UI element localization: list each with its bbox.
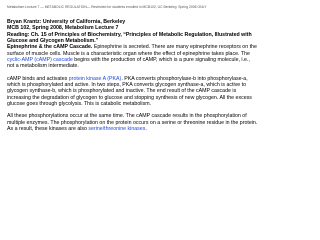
paragraph-1 [7, 44, 258, 69]
paragraph-3 [7, 113, 258, 132]
paragraph-3-text-a: All these phosphorylations occur at the same time. The cAMP cascade results in the phosphorylation of multiple enzymes. The phosphorylation on the protein occurs on a serine or threonine residue in the protein. As a result, these kinases are also [7, 113, 258, 133]
course-line: MCB 102, Spring 2008, Metabolism Lecture 7 [7, 25, 119, 32]
running-header: Metabolism Lecture 7 — METABOLIC REGULATION— Restricted for students enrolled in MCB102, UC Berkeley, Spring 2008 ONLY [7, 5, 207, 9]
document-content [7, 19, 258, 133]
paragraph-2-text-b: . PKA converts phosphorylase-b into phosphorylase-a, which is phosphorylated and active. In two steps, PKA converts glycogen synthase-a, which is active to glycogen synthase-b, which is phosphorylated and inactive. The end result of the cAMP cascade is increasing the degradation of glycogen to glucose and stopping synthesis of new glycogen. All the excess glucose goes through glycolysis. This is catabolic metabolism. [7, 75, 252, 108]
serine-threonine-kinases-term: serine/threonine kinases [88, 126, 146, 133]
protein-kinase-a-term: protein kinase A (PKA) [68, 75, 122, 82]
section-title: Epinephrine & the cAMP Cascade. [7, 44, 93, 51]
paragraph-2-text-a: cAMP binds and activates [7, 75, 69, 82]
paragraph-2 [7, 76, 258, 108]
paragraph-1-text-b: begins with the production of cAMP, which is a pure signaling molecule, i.e., not a metabolism intermediate. [7, 57, 250, 70]
author-line: Bryan Krantz: University of California, Berkeley [7, 19, 126, 25]
camp-cascade-term: cyclic-AMP (cAMP) cascade [7, 57, 73, 64]
reading-line: Reading: Ch. 15 of Principles of Biochemistry, “Principles of Metabolic Regulation, Illustrated with Glucose and Glycogen Metabolism.” [7, 31, 252, 45]
paragraph-3-text-b: . [145, 126, 147, 133]
paragraph-1-text-a: Epinephrine is secreted. There are many epinephrine receptors on the surface of muscle cells. Muscle is a characteristic organ where the effect of epinephrine takes place. The [7, 44, 257, 57]
